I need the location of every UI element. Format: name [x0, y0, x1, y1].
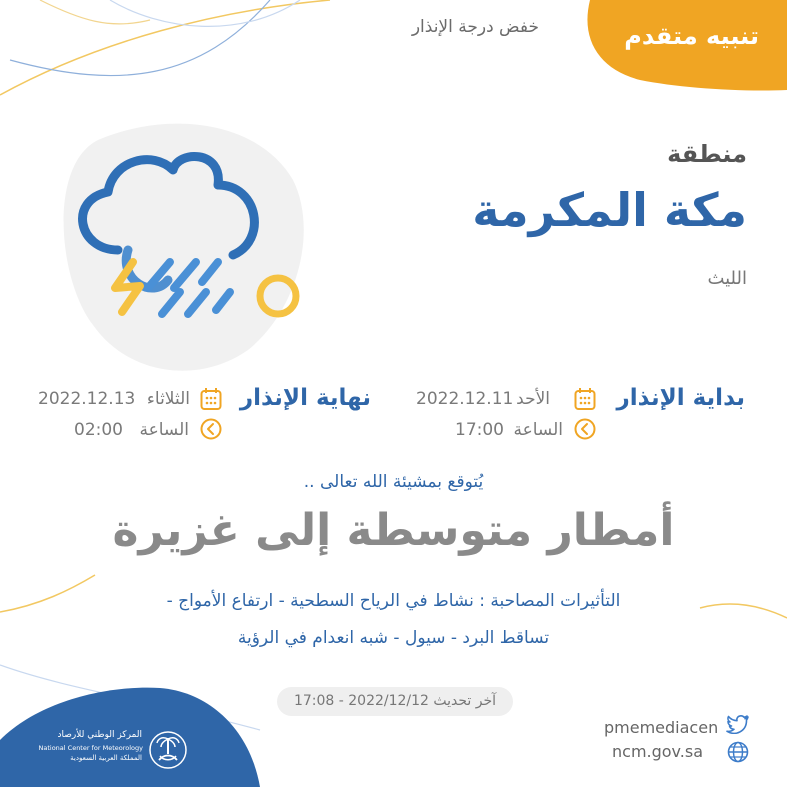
- calendar-icon: [574, 387, 596, 411]
- weather-icon: [58, 120, 308, 380]
- twitter-icon[interactable]: [726, 714, 750, 734]
- alert-level-badge: تنبيه متقدم: [624, 22, 759, 50]
- twitter-handle[interactable]: pmemediacen: [604, 718, 719, 737]
- logo-country: المملكة العربية السعودية: [70, 754, 142, 762]
- alert-end-time: 02:00: [74, 420, 123, 440]
- logo-ar-name: المركز الوطني للأرصاد: [57, 730, 142, 740]
- subregion-name: الليث: [707, 268, 747, 289]
- calendar-icon: [200, 387, 222, 411]
- alert-end-time-label: الساعة: [139, 420, 189, 440]
- website-link[interactable]: ncm.gov.sa: [612, 742, 704, 761]
- alert-end-day: الثلاثاء: [146, 389, 190, 409]
- forecast-effects-line2: تساقط البرد - سيول - شبه انعدام في الرؤية: [237, 628, 550, 648]
- time-chevron-icon: [200, 418, 222, 440]
- last-update-pill: آخر تحديث 2022/12/12 - 17:08: [277, 687, 513, 716]
- palm-swords-emblem-icon: [148, 728, 188, 772]
- region-label: منطقة: [667, 140, 747, 168]
- alert-start-day: الأحد: [516, 389, 550, 409]
- alert-start-time: 17:00: [455, 420, 504, 440]
- forecast-effects-line1: التأثيرات المصاحبة : نشاط في الرياح السطحية - ارتفاع الأمواج -: [166, 591, 621, 611]
- logo-en-name: National Center for Meteorology: [38, 744, 143, 752]
- alert-start-title: بداية الإنذار: [616, 385, 745, 411]
- reduced-level-label: خفض درجة الإنذار: [411, 17, 539, 37]
- time-chevron-icon: [574, 418, 596, 440]
- forecast-intro: يُتوقع بمشيئة الله تعالى ..: [303, 472, 484, 492]
- forecast-headline: أمطار متوسطة إلى غزيرة: [112, 505, 675, 556]
- region-name: مكة المكرمة: [472, 183, 747, 237]
- alert-start-date: 2022.12.11: [416, 389, 514, 409]
- globe-icon[interactable]: [727, 741, 749, 763]
- alert-start-time-label: الساعة: [513, 420, 563, 440]
- alert-end-title: نهاية الإنذار: [239, 385, 371, 411]
- alert-end-date: 2022.12.13: [38, 389, 136, 409]
